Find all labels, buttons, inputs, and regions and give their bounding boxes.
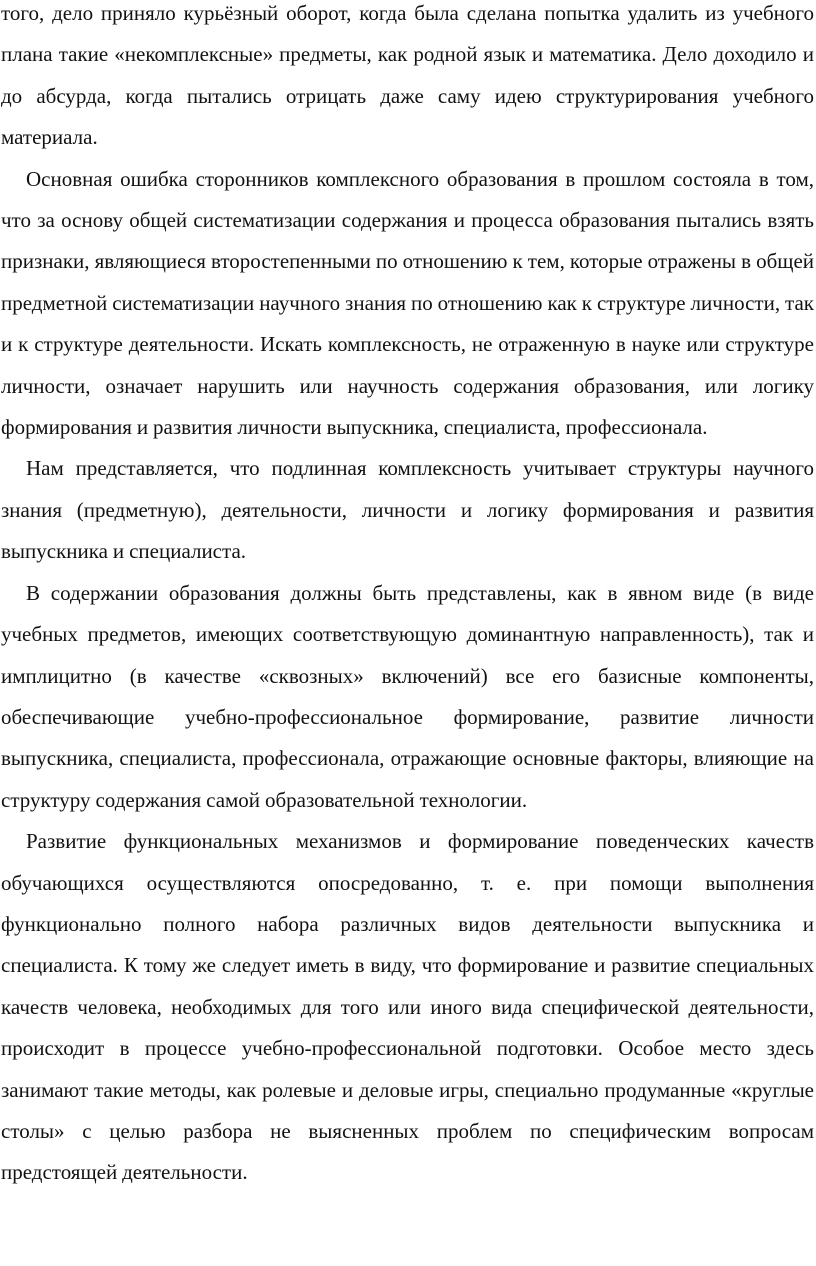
paragraph-education-content: В содержании образования должны быть представлены, как в явном виде (в виде учебных предметов, имеющих соответствующую доминантную направленность), так и имплицитно (в качестве «сквозных» включений) все его базисные компоненты, обеспечивающие учебно-профессиональное формирование, развитие личности выпускника, специалиста, профессионала, отражающие основные факторы, влияющие на структуру содержания самой образовательной технологии. (1, 580, 814, 812)
paragraph-functional-mechanisms: Развитие функциональных механизмов и формирование поведенческих качеств обучающихся осуществляются опосредованно, т. е. при помощи выполнения функционально полного набора различных видов деятельности выпускника и специалиста. К тому же следует иметь в виду, что формирование и развитие специальных качеств человека, необходимых для того или иного вида специфической деятельности, происходит в процессе учебно-профессиональной подготовки. Особое место здесь занимают такие методы, как ролевые и деловые игры, специально продуманные «круглые столы» с целью разбора не выясненных проблем по специфическим вопросам предстоящей деятельности. (1, 829, 814, 1185)
paragraph-true-complexity: Нам представляется, что подлинная комплексность учитывает структуры научного знания (предметную), деятельности, личности и логику формирования и развития выпускника и специалиста. (1, 456, 814, 564)
paragraph-continuation: того, дело приняло курьёзный оборот, когда была сделана попытка удалить из учебного плана такие «некомплексные» предметы, как родной язык и математика. Дело доходило и до абсурда, когда пытались отрицать даже саму идею структурирования учебного материала. (1, 1, 814, 150)
paragraph-complex-education-error: Основная ошибка сторонников комплексного образования в прошлом состояла в том, что за основу общей систематизации содержания и процесса образования пытались взять признаки, являющиеся второстепенными по отношению к тем, которые отражены в общей предметной систематизации научного знания по отношению как к структуре личности, так и к структуре деятельности. Искать комплексность, не отраженную в науке или структуре личности, означает нарушить или научность содержания образования, или логику формирования и развития личности выпускника, специалиста, профессионала. (1, 166, 814, 440)
